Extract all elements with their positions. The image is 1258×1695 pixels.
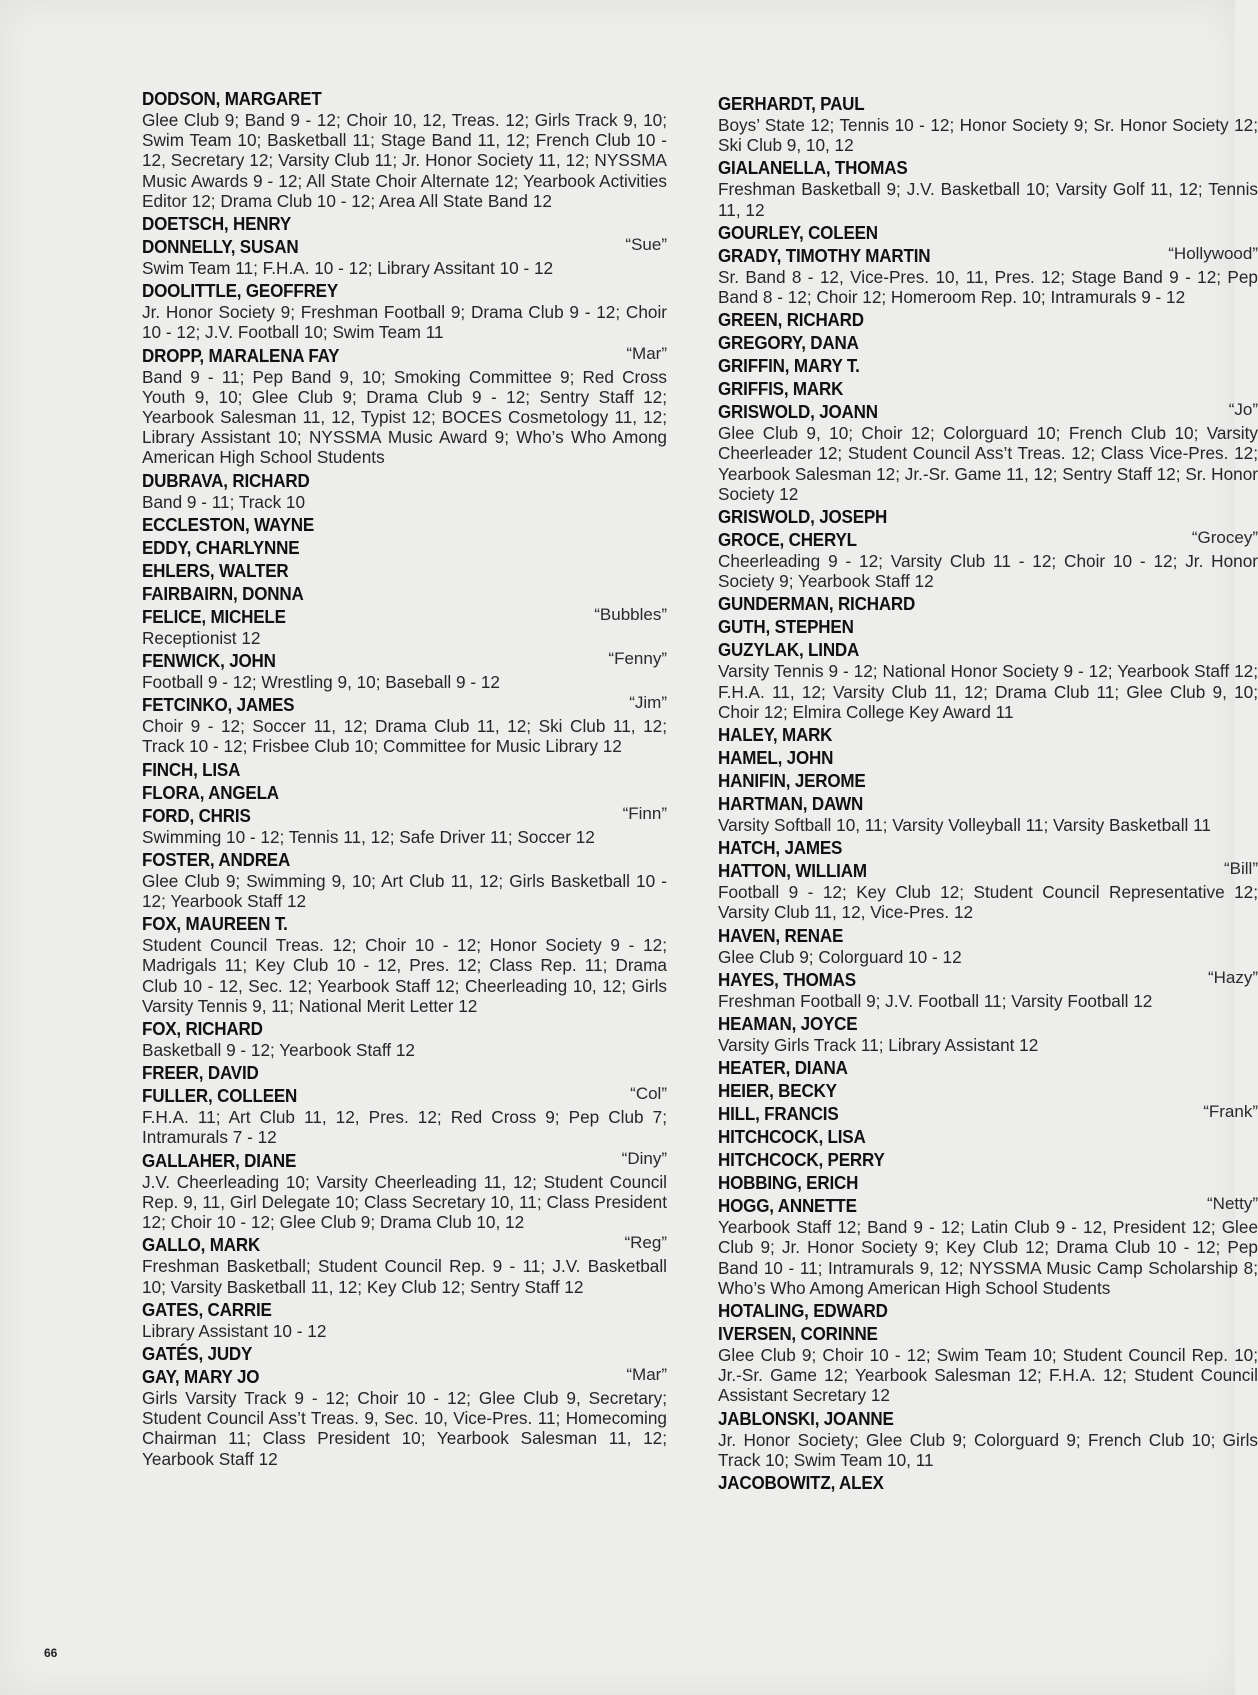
student-nickname: “Sue”	[625, 235, 667, 255]
student-name: GUZYLAK, LINDA	[718, 639, 860, 661]
student-name: DONNELLY, SUSAN	[142, 236, 299, 258]
student-activities: Yearbook Staff 12; Band 9 - 12; Latin Club 9 - 12, President 12; Glee Club 9; Jr. Honor Society 9; Key Club 12; Drama Club 10 - 12; Pep Band 10 - 11; Intramurals 9, 12; NYSSMA Music Camp Scholarship 8; Who’s Who Among American High School Students	[718, 1217, 1258, 1298]
entry-header	[718, 528, 1258, 551]
entry-header	[142, 469, 667, 492]
senior-entry	[142, 212, 667, 235]
right-column-clip	[718, 0, 1258, 1695]
entry-header	[718, 1299, 1258, 1322]
student-name: FLORA, ANGELA	[142, 781, 279, 803]
senior-entry	[718, 331, 1258, 354]
student-activities: J.V. Cheerleading 10; Varsity Cheerleading 11, 12; Student Council Rep. 9, 11, Girl Delegate 10; Class Secretary 10, 11; Class President 12; Choir 10 - 12; Glee Club 9; Drama Club 10, 12	[142, 1171, 667, 1233]
student-name: DUBRAVA, RICHARD	[142, 469, 310, 491]
student-activities: Glee Club 9, 10; Choir 12; Colorguard 10; French Club 10; Varsity Cheerleader 12; Student Council Ass’t Treas. 12; Class Vice-Pres. 12; Yearbook Salesman 12; Jr.-Sr. Game 11, 12; Sentry Staff 12; Sr. Honor Society 12	[718, 423, 1258, 504]
entry-header	[718, 638, 1258, 661]
student-name: GIALANELLA, THOMAS	[718, 157, 908, 179]
student-activities: Freshman Football 9; J.V. Football 11; Varsity Football 12	[718, 990, 1153, 1011]
student-name: GREEN, RICHARD	[718, 309, 864, 331]
senior-entry	[142, 1365, 667, 1469]
student-name: GATÉS, JUDY	[142, 1342, 253, 1364]
entry-header	[718, 244, 1258, 267]
entry-header	[142, 559, 667, 582]
student-name: FELICE, MICHELE	[142, 605, 286, 627]
senior-entry	[718, 1056, 1258, 1079]
student-activities: Band 9 - 11; Pep Band 9, 10; Smoking Committee 9; Red Cross Youth 9, 10; Glee Club 9; Drama Club 9 - 12; Sentry Staff 12; Yearbook Salesman 11, 12, Typist 12; BOCES Cosmetology 11, 12; Library Assistant 10; NYSSMA Music Award 9; Who’s Who Among American High School Students	[142, 366, 667, 468]
senior-entry	[718, 1125, 1258, 1148]
entry-header	[718, 1471, 1258, 1494]
student-name: GOURLEY, COLEEN	[718, 221, 878, 243]
entry-header	[142, 1061, 667, 1084]
entry-header	[718, 221, 1258, 244]
entry-header	[718, 723, 1258, 746]
senior-entry	[142, 693, 667, 756]
entry-header	[718, 968, 1258, 991]
student-activities: Jr. Honor Society 9; Freshman Football 9; Drama Club 9 - 12; Choir 10 - 12; J.V. Football 10; Swim Team 11	[142, 302, 667, 343]
entry-header	[718, 592, 1258, 615]
student-activities: Library Assistant 10 - 12	[142, 1320, 327, 1341]
senior-entry	[142, 536, 667, 559]
senior-entry	[718, 968, 1258, 1011]
senior-entry	[718, 377, 1258, 400]
entry-header	[142, 344, 667, 367]
student-activities: Boys’ State 12; Tennis 10 - 12; Honor Society 9; Sr. Honor Society 12; Ski Club 9, 10, 12	[718, 115, 1258, 156]
left-column	[142, 87, 667, 1470]
student-name: FORD, CHRIS	[142, 804, 251, 826]
senior-entry	[142, 649, 667, 692]
senior-entry	[718, 859, 1258, 922]
senior-entry	[142, 1084, 667, 1147]
senior-entry	[718, 746, 1258, 769]
entry-header	[718, 1102, 1258, 1125]
senior-entry	[718, 1079, 1258, 1102]
senior-entry	[718, 592, 1258, 615]
student-name: FETCINKO, JAMES	[142, 694, 295, 716]
senior-entry	[718, 792, 1258, 835]
student-name: EHLERS, WALTER	[142, 559, 289, 581]
entry-header	[142, 758, 667, 781]
senior-entry	[142, 1233, 667, 1296]
student-name: GERHARDT, PAUL	[718, 93, 865, 114]
entry-header	[718, 331, 1258, 354]
student-nickname: “Col”	[630, 1084, 667, 1104]
senior-entry	[142, 781, 667, 804]
student-activities: Choir 9 - 12; Soccer 11, 12; Drama Club 11, 12; Ski Club 11, 12; Track 10 - 12; Frisbee Club 10; Committee for Music Library 12	[142, 716, 667, 757]
senior-entry	[718, 1299, 1258, 1322]
entry-header	[718, 505, 1258, 528]
senior-entry	[718, 92, 1258, 155]
student-name: HEIER, BECKY	[718, 1080, 837, 1102]
student-name: HALEY, MARK	[718, 724, 833, 746]
student-activities: Varsity Softball 10, 11; Varsity Volleyball 11; Varsity Basketball 11	[718, 815, 1211, 836]
senior-entry	[718, 1148, 1258, 1171]
senior-entry	[718, 1012, 1258, 1055]
student-activities: F.H.A. 11; Art Club 11, 12, Pres. 12; Red Cross 9; Pep Club 7; Intramurals 7 - 12	[142, 1107, 667, 1148]
entry-header	[718, 1012, 1258, 1035]
student-activities: Glee Club 9; Band 9 - 12; Choir 10, 12, Treas. 12; Girls Track 9, 10; Swim Team 10; Basketball 11; Stage Band 11, 12; French Club 10 - 12, Secretary 12; Varsity Club 11; Jr. Honor Society 11, 12; NYSSMA Music Awards 9 - 12; All State Choir Alternate 12; Yearbook Activities Editor 12; Drama Club 10 - 12; Area All State Band 12	[142, 110, 667, 211]
entry-header	[718, 924, 1258, 947]
entry-header	[142, 1298, 667, 1321]
entry-header	[142, 649, 667, 672]
student-nickname: “Grocey”	[1191, 528, 1258, 548]
senior-entry	[142, 1061, 667, 1084]
senior-entry	[718, 1102, 1258, 1125]
student-activities: Jr. Honor Society; Glee Club 9; Colorguard 9; French Club 10; Girls Track 10; Swim Team 10, 11	[718, 1429, 1258, 1470]
entry-header	[718, 836, 1258, 859]
entry-header	[718, 1322, 1258, 1345]
student-activities: Football 9 - 12; Wrestling 9, 10; Baseball 9 - 12	[142, 672, 500, 693]
student-name: DOETSCH, HENRY	[142, 213, 292, 235]
senior-entry	[142, 758, 667, 781]
senior-entry	[718, 615, 1258, 638]
senior-entry	[718, 1407, 1258, 1470]
entry-header	[142, 912, 667, 935]
entry-header	[142, 781, 667, 804]
student-name: GRADY, TIMOTHY MARTIN	[718, 244, 931, 266]
entry-header	[718, 615, 1258, 638]
student-name: GALLAHER, DIANE	[142, 1149, 297, 1171]
senior-entry	[718, 505, 1258, 528]
student-name: FOX, MAUREEN T.	[142, 913, 288, 935]
student-name: DROPP, MARALENA FAY	[142, 344, 340, 366]
senior-entry	[142, 1149, 667, 1233]
student-name: HARTMAN, DAWN	[718, 793, 864, 815]
entry-header	[142, 582, 667, 605]
senior-entry	[718, 1194, 1258, 1298]
student-activities: Swimming 10 - 12; Tennis 11, 12; Safe Driver 11; Soccer 12	[142, 826, 595, 847]
senior-entry	[718, 308, 1258, 331]
entry-header	[718, 92, 1258, 115]
senior-entry	[142, 469, 667, 512]
student-activities: Varsity Girls Track 11; Library Assistant 12	[718, 1035, 1039, 1056]
student-activities: Cheerleading 9 - 12; Varsity Club 11 - 12; Choir 10 - 12; Jr. Honor Society 9; Yearbook Staff 12	[718, 551, 1258, 592]
student-name: HAYES, THOMAS	[718, 968, 856, 990]
entry-header	[142, 513, 667, 536]
student-nickname: “Diny”	[621, 1148, 667, 1168]
senior-entry	[718, 1322, 1258, 1406]
student-name: FREER, DAVID	[142, 1062, 259, 1084]
entry-header	[718, 859, 1258, 882]
senior-entry	[142, 87, 667, 211]
student-activities: Receptionist 12	[142, 627, 261, 648]
entry-header	[718, 746, 1258, 769]
student-name: JACOBOWITZ, ALEX	[718, 1472, 884, 1494]
student-name: JABLONSKI, JOANNE	[718, 1407, 894, 1429]
senior-entry	[142, 1342, 667, 1365]
entry-header	[718, 400, 1258, 423]
student-name: HAMEL, JOHN	[718, 747, 834, 769]
entry-header	[718, 377, 1258, 400]
student-activities: Basketball 9 - 12; Yearbook Staff 12	[142, 1040, 415, 1061]
entry-header	[718, 1148, 1258, 1171]
senior-entry	[142, 1298, 667, 1341]
student-name: GUTH, STEPHEN	[718, 616, 854, 638]
entry-header	[142, 279, 667, 302]
entry-header	[718, 792, 1258, 815]
student-name: HEATER, DIANA	[718, 1057, 848, 1079]
entry-header	[142, 1017, 667, 1040]
senior-entry	[718, 221, 1258, 244]
student-nickname: “Bill”	[1224, 859, 1258, 879]
student-activities: Band 9 - 11; Track 10	[142, 491, 306, 512]
entry-header	[142, 536, 667, 559]
student-nickname: “Mar”	[626, 343, 667, 363]
senior-entry	[718, 1471, 1258, 1494]
student-nickname: “Frank”	[1203, 1102, 1258, 1122]
student-nickname: “Jim”	[629, 693, 667, 713]
student-name: GAY, MARY JO	[142, 1365, 260, 1387]
senior-entry	[718, 244, 1258, 307]
senior-entry	[142, 344, 667, 468]
student-name: GATES, CARRIE	[142, 1298, 272, 1320]
entry-header	[718, 1125, 1258, 1148]
student-name: DODSON, MARGARET	[142, 88, 322, 109]
student-nickname: “Hazy”	[1207, 967, 1258, 987]
student-activities: Football 9 - 12; Key Club 12; Student Council Representative 12; Varsity Club 11, 12, Vice-Pres. 12	[718, 882, 1258, 923]
entry-header	[142, 1365, 667, 1388]
student-activities: Freshman Basketball 9; J.V. Basketball 10; Varsity Golf 11, 12; Tennis 11, 12	[718, 179, 1258, 220]
senior-entry	[718, 354, 1258, 377]
student-name: FINCH, LISA	[142, 758, 241, 780]
entry-header	[718, 1056, 1258, 1079]
student-name: HEAMAN, JOYCE	[718, 1013, 858, 1035]
student-name: GALLO, MARK	[142, 1234, 261, 1256]
student-activities: Glee Club 9; Colorguard 10 - 12	[718, 946, 962, 967]
entry-header	[718, 1079, 1258, 1102]
entry-header	[718, 156, 1258, 179]
student-name: GRIFFIS, MARK	[718, 378, 844, 400]
student-name: HAVEN, RENAE	[718, 924, 844, 946]
senior-entry	[142, 848, 667, 911]
student-activities: Freshman Basketball; Student Council Rep. 9 - 11; J.V. Basketball 10; Varsity Basketball 11, 12; Key Club 12; Sentry Staff 12	[142, 1256, 667, 1297]
entry-header	[718, 354, 1258, 377]
entry-header	[142, 804, 667, 827]
student-name: FENWICK, JOHN	[142, 650, 276, 672]
student-name: GROCE, CHERYL	[718, 529, 857, 551]
entry-header	[142, 848, 667, 871]
senior-entry	[718, 156, 1258, 219]
senior-entry	[142, 559, 667, 582]
student-activities: Glee Club 9; Choir 10 - 12; Swim Team 10; Student Council Rep. 10; Jr.-Sr. Game 12; Yearbook Salesman 12; F.H.A. 12; Student Council Assistant Secretary 12	[718, 1345, 1258, 1406]
student-name: HITCHCOCK, PERRY	[718, 1149, 885, 1171]
student-name: IVERSEN, CORINNE	[718, 1323, 878, 1345]
entry-header	[718, 1407, 1258, 1430]
student-activities: Student Council Treas. 12; Choir 10 - 12; Honor Society 9 - 12; Madrigals 11; Key Club 10 - 12, Pres. 12; Class Rep. 11; Drama Club 10 - 12, Sec. 12; Yearbook Staff 12; Cheerleading 10, 12; Girls Varsity Tennis 9, 11; National Merit Letter 12	[142, 935, 667, 1016]
senior-entry	[142, 912, 667, 1016]
entry-header	[142, 1342, 667, 1365]
student-name: GUNDERMAN, RICHARD	[718, 593, 916, 615]
senior-entry	[142, 235, 667, 278]
student-name: HOGG, ANNETTE	[718, 1195, 857, 1217]
student-nickname: “Jo”	[1228, 400, 1258, 420]
entry-header	[718, 1194, 1258, 1217]
student-nickname: “Finn”	[622, 803, 667, 823]
senior-entry	[142, 513, 667, 536]
entry-header	[718, 1171, 1258, 1194]
student-name: HILL, FRANCIS	[718, 1103, 839, 1125]
entry-header	[142, 1084, 667, 1107]
entry-header	[142, 212, 667, 235]
student-name: GRIFFIN, MARY T.	[718, 355, 860, 377]
right-column	[718, 92, 1258, 1494]
entry-header	[142, 1149, 667, 1172]
student-activities: Girls Varsity Track 9 - 12; Choir 10 - 12; Glee Club 9, Secretary; Student Council Ass’t Treas. 9, Sec. 10, Vice-Pres. 11; Homecoming Chairman 11; Class President 10; Yearbook Salesman 11, 12; Yearbook Staff 12	[142, 1387, 667, 1469]
student-activities: Varsity Tennis 9 - 12; National Honor Society 9 - 12; Yearbook Staff 12; F.H.A. 11, 12; Varsity Club 11, 12; Drama Club 11; Glee Club 9, 10; Choir 12; Elmira College Key Award 11	[718, 661, 1258, 722]
student-name: FOX, RICHARD	[142, 1018, 263, 1040]
entry-header	[142, 605, 667, 628]
student-name: HOBBING, ERICH	[718, 1172, 859, 1194]
senior-entry	[718, 723, 1258, 746]
student-nickname: “Fenny”	[608, 649, 667, 669]
senior-entry	[718, 528, 1258, 591]
entry-header	[142, 87, 667, 110]
student-activities: Sr. Band 8 - 12, Vice-Pres. 10, 11, Pres. 12; Stage Band 9 - 12; Pep Band 8 - 12; Choir 12; Homeroom Rep. 10; Intramurals 9 - 12	[718, 266, 1258, 308]
student-nickname: “Netty”	[1207, 1194, 1258, 1214]
student-name: GRISWOLD, JOANN	[718, 401, 878, 423]
senior-entry	[718, 400, 1258, 504]
student-nickname: “Reg”	[624, 1233, 667, 1253]
student-name: GRISWOLD, JOSEPH	[718, 506, 888, 528]
senior-entry	[142, 804, 667, 847]
senior-entry	[142, 605, 667, 648]
senior-entry	[718, 769, 1258, 792]
senior-entry	[718, 638, 1258, 722]
senior-entry	[718, 924, 1258, 967]
senior-entry	[142, 1017, 667, 1060]
student-name: HATCH, JAMES	[718, 837, 843, 859]
student-name: ECCLESTON, WAYNE	[142, 513, 315, 535]
entry-header	[142, 693, 667, 716]
entry-header	[142, 235, 667, 258]
student-name: DOOLITTLE, GEOFFREY	[142, 280, 339, 302]
student-name: GREGORY, DANA	[718, 332, 859, 354]
student-name: HOTALING, EDWARD	[718, 1300, 888, 1322]
student-activities: Swim Team 11; F.H.A. 10 - 12; Library Assitant 10 - 12	[142, 258, 554, 279]
student-name: EDDY, CHARLYNNE	[142, 536, 300, 558]
student-name: HATTON, WILLIAM	[718, 860, 867, 882]
student-activities: Glee Club 9; Swimming 9, 10; Art Club 11, 12; Girls Basketball 10 - 12; Yearbook Staff 12	[142, 870, 667, 912]
student-name: HITCHCOCK, LISA	[718, 1126, 866, 1148]
student-name: FOSTER, ANDREA	[142, 848, 291, 870]
student-name: HANIFIN, JEROME	[718, 770, 866, 792]
student-name: FULLER, COLLEEN	[142, 1085, 298, 1107]
entry-header	[142, 1233, 667, 1256]
senior-entry	[142, 279, 667, 342]
senior-entry	[142, 582, 667, 605]
page-number: 66	[44, 1646, 58, 1660]
student-nickname: “Mar”	[626, 1364, 667, 1384]
student-nickname: “Bubbles”	[594, 604, 667, 624]
senior-entry	[718, 836, 1258, 859]
entry-header	[718, 308, 1258, 331]
student-nickname: “Hollywood”	[1168, 243, 1258, 263]
student-name: FAIRBAIRN, DONNA	[142, 582, 304, 604]
entry-header	[718, 769, 1258, 792]
senior-entry	[718, 1171, 1258, 1194]
